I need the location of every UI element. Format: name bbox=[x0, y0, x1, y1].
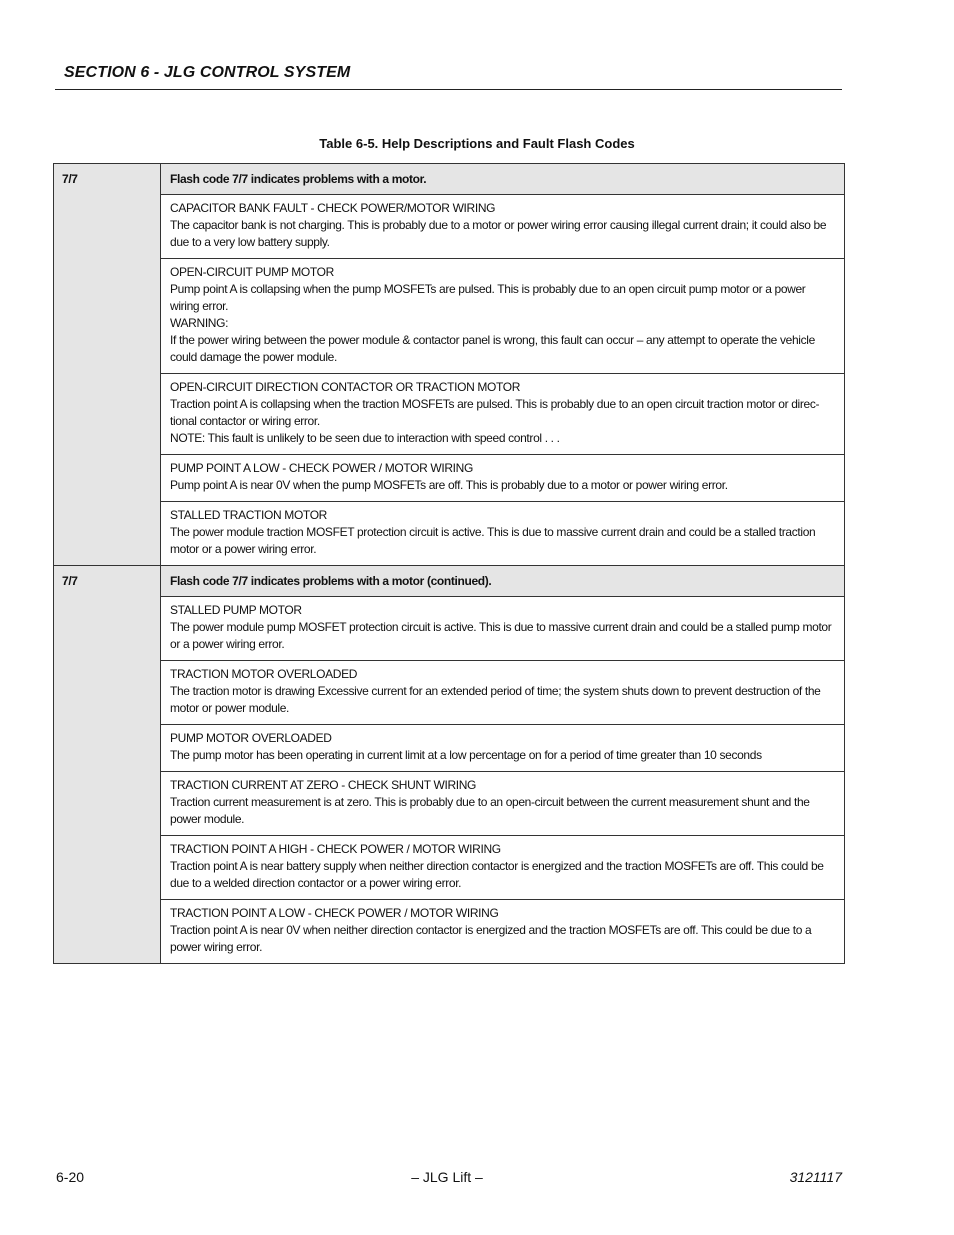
fault-table-body bbox=[54, 164, 845, 964]
fault-row bbox=[54, 455, 845, 502]
fault-description-cell bbox=[161, 259, 845, 374]
fault-description: Traction point A is near battery supply when neither direction contactor is energized and the traction MOSFETs are off. This could be due to a welded direction contactor or a power wiring error. bbox=[170, 859, 824, 890]
fault-description: If the power wiring between the power module & contactor panel is wrong, this fault can occur – any attempt to operate the vehicle could damage the power module. bbox=[170, 333, 815, 364]
fault-title: TRACTION POINT A LOW - CHECK POWER / MOTOR WIRING bbox=[170, 906, 499, 920]
table-caption: Table 6-5. Help Descriptions and Fault Flash Codes bbox=[319, 136, 635, 151]
fault-code-table bbox=[53, 163, 845, 964]
fault-title: TRACTION CURRENT AT ZERO - CHECK SHUNT WIRING bbox=[170, 778, 477, 792]
fault-description: Traction current measurement is at zero. This is probably due to an open-circuit between the current measurement shunt and the power module. bbox=[170, 795, 810, 826]
fault-row bbox=[54, 502, 845, 566]
fault-description: WARNING: bbox=[170, 316, 229, 330]
flash-code-group-row bbox=[54, 164, 845, 195]
fault-title: STALLED PUMP MOTOR bbox=[170, 603, 302, 617]
fault-description-cell bbox=[161, 836, 845, 900]
fault-title: CAPACITOR BANK FAULT - CHECK POWER/MOTOR WIRING bbox=[170, 201, 496, 215]
fault-description-cell bbox=[161, 772, 845, 836]
fault-description: Traction point A is near 0V when neither direction contactor is energized and the traction MOSFETs are off. This could be due to a power wiring error. bbox=[170, 923, 812, 954]
fault-title: TRACTION MOTOR OVERLOADED bbox=[170, 667, 358, 681]
fault-title: PUMP MOTOR OVERLOADED bbox=[170, 731, 332, 745]
fault-row bbox=[54, 772, 845, 836]
publisher-footer: – JLG Lift – bbox=[411, 1169, 483, 1185]
fault-description-cell bbox=[161, 374, 845, 455]
fault-description-cell bbox=[161, 900, 845, 964]
fault-row bbox=[54, 259, 845, 374]
fault-row bbox=[54, 597, 845, 661]
fault-description: The capacitor bank is not charging. This is probably due to a motor or power wiring error causing illegal current drain; it could also be due to a very low battery supply. bbox=[170, 218, 827, 249]
fault-title: STALLED TRACTION MOTOR bbox=[170, 508, 327, 522]
section-title: SECTION 6 - JLG CONTROL SYSTEM bbox=[64, 64, 351, 81]
fault-description-cell bbox=[161, 455, 845, 502]
flash-code-cell: 7/7 bbox=[54, 566, 161, 964]
fault-description: The traction motor is drawing Excessive current for an extended period of time; the system shuts down to prevent destruction of the motor or power module. bbox=[170, 684, 821, 715]
fault-description-cell bbox=[161, 195, 845, 259]
header-rule bbox=[55, 89, 842, 90]
fault-title: OPEN-CIRCUIT PUMP MOTOR bbox=[170, 265, 334, 279]
fault-description-cell bbox=[161, 725, 845, 772]
flash-code-cell: 7/7 bbox=[54, 164, 161, 566]
fault-description-cell bbox=[161, 661, 845, 725]
fault-row bbox=[54, 836, 845, 900]
fault-row bbox=[54, 195, 845, 259]
fault-description: The pump motor has been operating in current limit at a low percentage on for a period of time greater than 10 seconds bbox=[170, 748, 762, 762]
fault-title: PUMP POINT A LOW - CHECK POWER / MOTOR WIRING bbox=[170, 461, 473, 475]
fault-description: Pump point A is collapsing when the pump MOSFETs are pulsed. This is probably due to an open circuit pump motor or a power wiring error. bbox=[170, 282, 806, 313]
fault-description: The power module traction MOSFET protection circuit is active. This is due to massive current drain and could be a stalled traction motor or a power wiring error. bbox=[170, 525, 816, 556]
fault-row bbox=[54, 725, 845, 772]
fault-row bbox=[54, 900, 845, 964]
page-number: 6-20 bbox=[56, 1169, 85, 1185]
fault-title: OPEN-CIRCUIT DIRECTION CONTACTOR OR TRACTION MOTOR bbox=[170, 380, 521, 394]
fault-description: The power module pump MOSFET protection circuit is active. This is due to massive current drain and could be a stalled pump motor or a power wiring error. bbox=[170, 620, 832, 651]
fault-description-cell bbox=[161, 597, 845, 661]
flash-code-heading: Flash code 7/7 indicates problems with a motor. bbox=[161, 164, 845, 195]
fault-row bbox=[54, 661, 845, 725]
document-number: 3121117 bbox=[789, 1169, 842, 1185]
fault-description-cell bbox=[161, 502, 845, 566]
fault-title: TRACTION POINT A HIGH - CHECK POWER / MOTOR WIRING bbox=[170, 842, 501, 856]
fault-description: Traction point A is collapsing when the traction MOSFETs are pulsed. This is probably due to an open circuit traction motor or direc-tional contactor or wiring error. bbox=[170, 397, 820, 428]
fault-row bbox=[54, 374, 845, 455]
fault-description: Pump point A is near 0V when the pump MOSFETs are off. This is probably due to a motor or power wiring error. bbox=[170, 478, 728, 492]
flash-code-group-row bbox=[54, 566, 845, 597]
fault-description: NOTE: This fault is unlikely to be seen due to interaction with speed control . . . bbox=[170, 431, 560, 445]
flash-code-heading: Flash code 7/7 indicates problems with a motor (continued). bbox=[161, 566, 845, 597]
